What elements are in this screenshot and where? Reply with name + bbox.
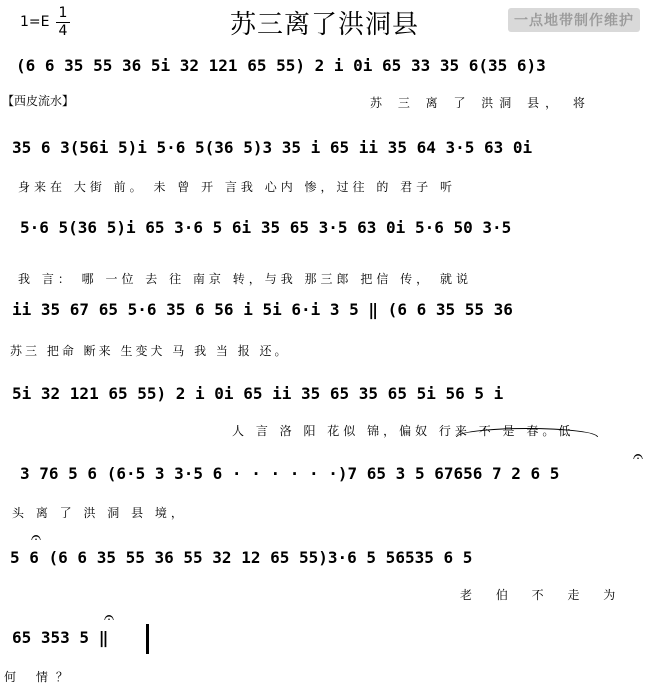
notation-line-3: 5·6 5(36 5)i 65 3·6 5 6i 35 65 3·5 63 0i 5·6 50 3·5 (20, 218, 512, 237)
time-signature (56, 6, 70, 39)
notation-line-6: 3 76 5 6 (6·5 3 3·5 6 · · · · · ·)7 65 3 5 67656 7 2 6 5 (20, 464, 560, 483)
fermata-mark: 𝄐 (31, 527, 42, 548)
lyrics-line-6: 头 离 了 洪 洞 县 境， (12, 506, 187, 520)
lyrics-line-2: 身来在 大街 前。 未 曾 开 言我 心内 惨，过往 的 君子 听 (18, 180, 456, 194)
notation-line-4: ii 35 67 65 5·6 35 6 56 i 5i 6·i 3 5 ‖ (6 6 35 55 36 (12, 300, 513, 319)
notation-line-5: 5i 32 121 65 55) 2 i 0i 65 ii 35 65 35 65 5i 56 5 i (12, 384, 504, 403)
watermark-logo: 一点地带制作维护 (508, 8, 640, 32)
notation-line-8: 65 353 5 ‖ (12, 628, 109, 647)
lyrics-line-7: 老 伯 不 走 为 (460, 588, 626, 602)
notation-line-1: (6 6 35 55 36 5i 32 121 65 55) 2 i 0i 65 33 35 6(35 6)3 (16, 56, 546, 75)
lyrics-line-3: 我 言： 哪 一位 去 往 南京 转，与我 那三郎 把信 传， 就说 (18, 272, 472, 286)
song-title: 苏三离了洪洞县 (230, 10, 420, 40)
meter-top: 1 (58, 5, 68, 21)
section-tag: 【西皮流水】 (2, 94, 75, 108)
final-barline (146, 624, 149, 654)
fermata-mark: 𝄐 (104, 607, 115, 628)
lyrics-line-5: 人 言 洛 阳 花似 锦，偏奴 行来 不 是 春。低 (232, 424, 575, 438)
lyrics-line-1: 苏 三 离 了 洪洞 县， 将 (370, 96, 591, 110)
notation-line-7: 5 6 (6 6 35 55 36 55 32 12 65 55)3·6 5 56535 6 5 (10, 548, 473, 567)
lyrics-line-8: 何 情？ (4, 670, 76, 684)
meter-bottom: 4 (58, 23, 68, 39)
notation-line-2: 35 6 3(56i 5)i 5·6 5(36 5)3 35 i 65 ii 35 64 3·5 63 0i (12, 138, 533, 157)
key-signature: 1=E (20, 14, 50, 30)
lyrics-line-4: 苏三 把命 断来 生变犬 马 我 当 报 还。 (10, 344, 290, 358)
fermata-mark: 𝄐 (633, 446, 644, 467)
